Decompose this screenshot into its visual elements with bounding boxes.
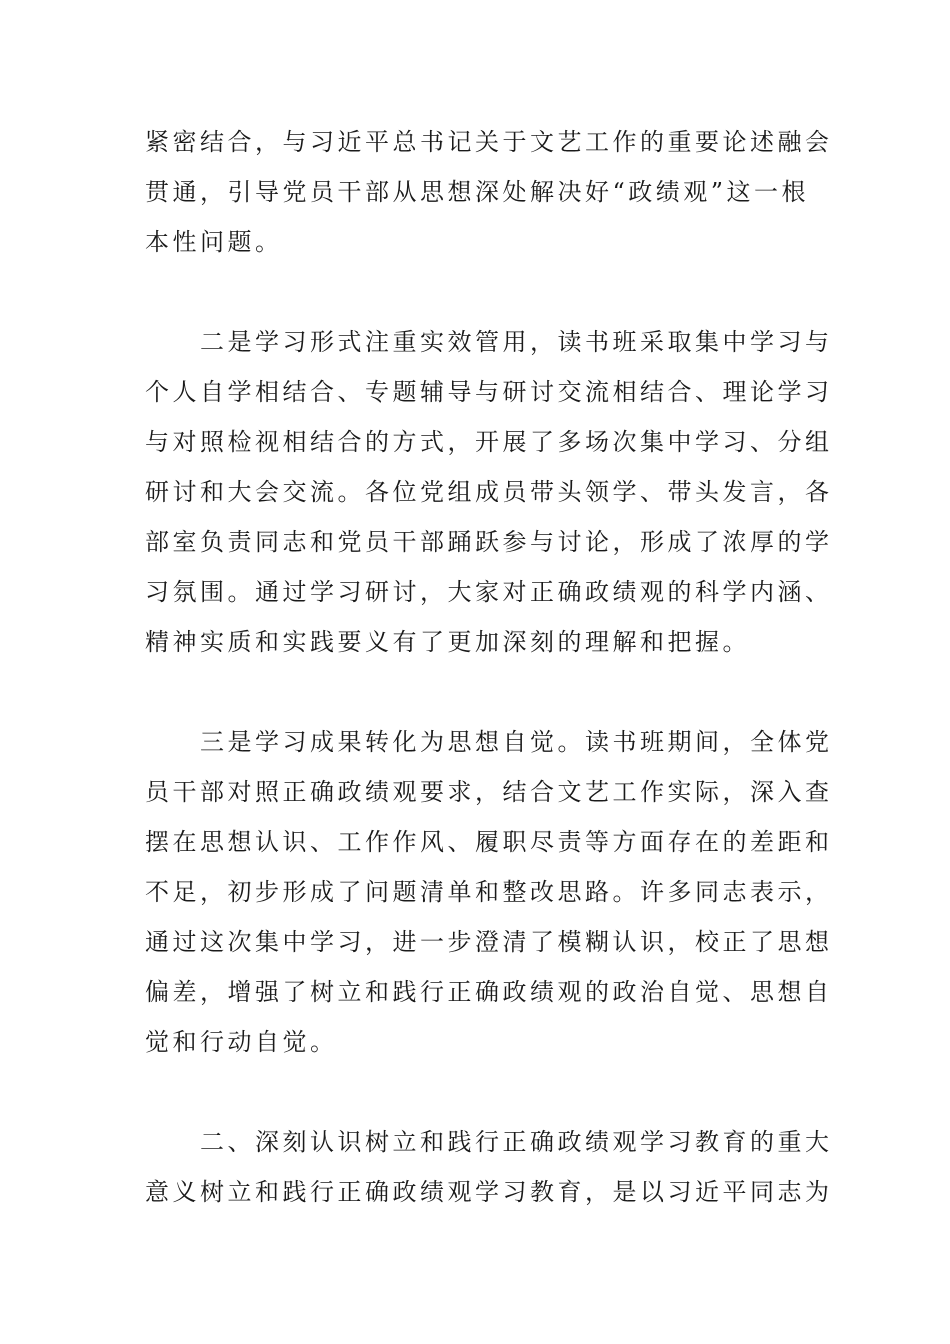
paragraph	[145, 317, 833, 667]
text-line: 意义树立和践行正确政绩观学习教育，是以习近平同志为	[145, 1178, 833, 1206]
text-line: 与对照检视相结合的方式，开展了多场次集中学习、分组	[145, 428, 833, 456]
document-page	[145, 117, 833, 1267]
text-line: 紧密结合，与习近平总书记关于文艺工作的重要论述融会	[145, 128, 833, 156]
paragraph	[145, 717, 833, 1067]
text-line: 个人自学相结合、专题辅导与研讨交流相结合、理论学习	[145, 378, 833, 406]
text-line: 贯通，引导党员干部从思想深处解决好“政绩观”这一根	[145, 178, 810, 206]
text-line: 三是学习成果转化为思想自觉。读书班期间，全体党	[200, 728, 833, 756]
text-line: 通过这次集中学习，进一步澄清了模糊认识，校正了思想	[145, 928, 833, 956]
text-line: 二是学习形式注重实效管用，读书班采取集中学习与	[200, 328, 833, 356]
text-line: 习氛围。通过学习研讨，大家对正确政绩观的科学内涵、	[145, 578, 833, 606]
text-line: 偏差，增强了树立和践行正确政绩观的政治自觉、思想自	[145, 978, 833, 1006]
text-line: 觉和行动自觉。	[145, 1028, 338, 1056]
text-line: 不足，初步形成了问题清单和整改思路。许多同志表示，	[145, 878, 833, 906]
text-line: 员干部对照正确政绩观要求，结合文艺工作实际，深入查	[145, 778, 833, 806]
paragraph	[145, 1117, 833, 1217]
text-line: 研讨和大会交流。各位党组成员带头领学、带头发言，各	[145, 478, 833, 506]
text-line: 摆在思想认识、工作作风、履职尽责等方面存在的差距和	[145, 828, 833, 856]
paragraph	[145, 117, 833, 267]
text-line: 部室负责同志和党员干部踊跃参与讨论，形成了浓厚的学	[145, 528, 833, 556]
text-line: 二、深刻认识树立和践行正确政绩观学习教育的重大	[200, 1128, 833, 1156]
text-line: 本性问题。	[145, 228, 283, 256]
text-line: 精神实质和实践要义有了更加深刻的理解和把握。	[145, 628, 750, 656]
